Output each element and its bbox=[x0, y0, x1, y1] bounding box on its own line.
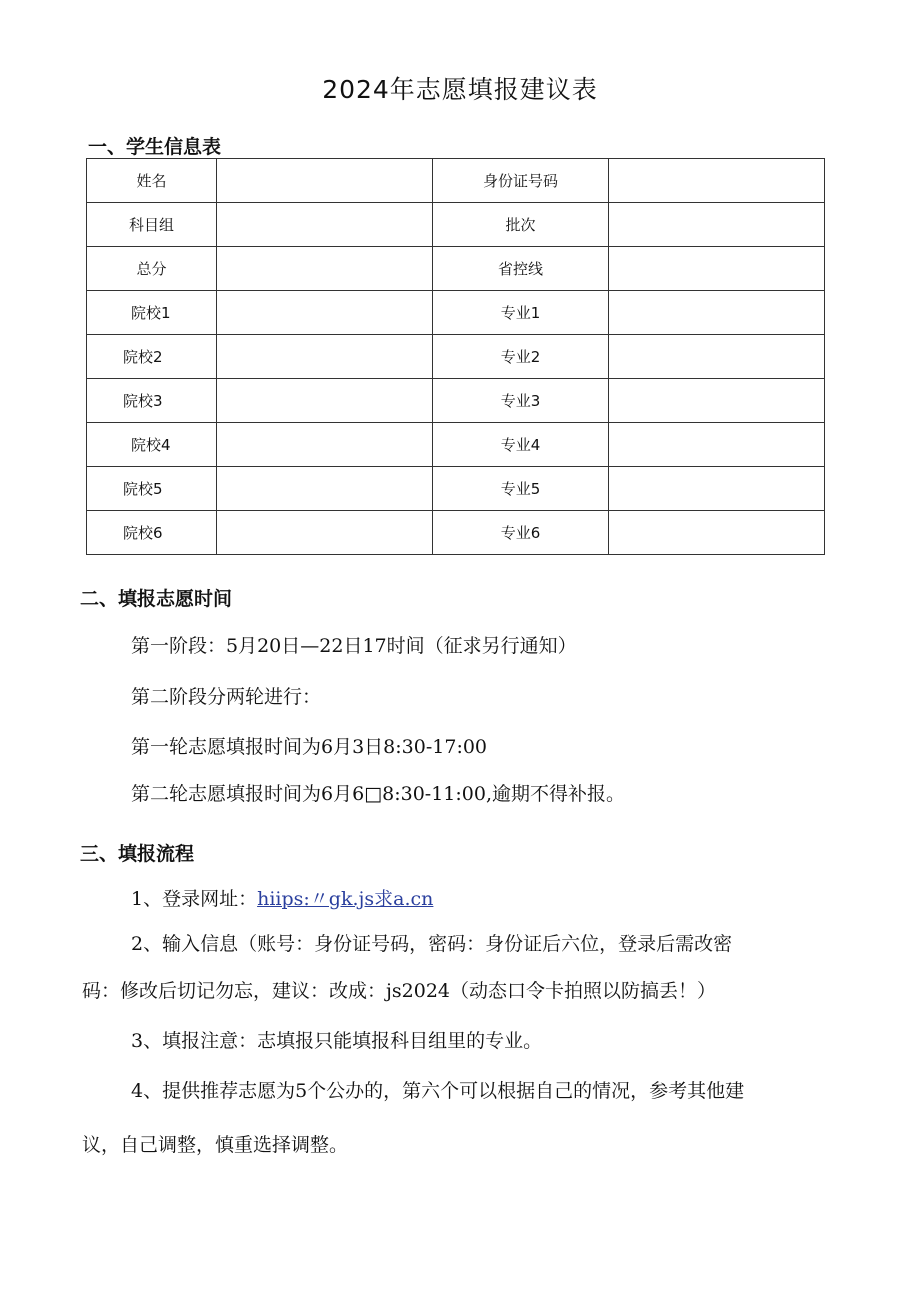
process-step-2-line-2: 码：修改后切记勿忘，建议：改成：js2024（动态口令卡拍照以防搞丢！） bbox=[82, 980, 716, 1002]
table-row bbox=[87, 511, 825, 555]
table-row bbox=[87, 379, 825, 423]
label-school-6: 院校6 bbox=[87, 511, 217, 555]
label-major-6: 专业6 bbox=[433, 511, 609, 555]
process-step-4-line-1: 4、提供推荐志愿为5个公办的，第六个可以根据自己的情况，参考其他建 bbox=[131, 1080, 745, 1102]
major-6-cell[interactable] bbox=[609, 511, 825, 555]
label-major-2: 专业2 bbox=[433, 335, 609, 379]
table-row bbox=[87, 247, 825, 291]
label-school-4: 院校4 bbox=[87, 423, 217, 467]
school-6-cell[interactable] bbox=[217, 511, 433, 555]
name-cell[interactable] bbox=[217, 159, 433, 203]
school-3-cell[interactable] bbox=[217, 379, 433, 423]
major-4-cell[interactable] bbox=[609, 423, 825, 467]
table-row bbox=[87, 291, 825, 335]
table-row bbox=[87, 335, 825, 379]
schedule-line-2: 第二阶段分两轮进行： bbox=[131, 686, 322, 708]
major-2-cell[interactable] bbox=[609, 335, 825, 379]
process-step-1 bbox=[131, 884, 433, 911]
step-1-prefix: 1、登录网址： bbox=[131, 888, 258, 910]
school-4-cell[interactable] bbox=[217, 423, 433, 467]
label-school-1: 院校1 bbox=[87, 291, 217, 335]
school-1-cell[interactable] bbox=[217, 291, 433, 335]
label-major-1: 专业1 bbox=[433, 291, 609, 335]
school-5-cell[interactable] bbox=[217, 467, 433, 511]
schedule-line-1: 第一阶段：5月20日—22日17时间（征求另行通知） bbox=[131, 635, 577, 657]
process-step-3: 3、填报注意：志填报只能填报科目组里的专业。 bbox=[131, 1030, 543, 1052]
label-subject-group: 科目组 bbox=[87, 203, 217, 247]
major-1-cell[interactable] bbox=[609, 291, 825, 335]
label-major-3: 专业3 bbox=[433, 379, 609, 423]
process-step-2-line-1: 2、输入信息（账号：身份证号码，密码：身份证后六位，登录后需改密 bbox=[131, 933, 733, 955]
label-school-2: 院校2 bbox=[87, 335, 217, 379]
label-total-score: 总分 bbox=[87, 247, 217, 291]
label-school-3: 院校3 bbox=[87, 379, 217, 423]
subject-group-cell[interactable] bbox=[217, 203, 433, 247]
section-heading-student-info: 一、学生信息表 bbox=[88, 136, 222, 158]
page-title: 2024年志愿填报建议表 bbox=[322, 75, 598, 104]
label-batch: 批次 bbox=[433, 203, 609, 247]
table-row bbox=[87, 203, 825, 247]
label-control-line: 省控线 bbox=[433, 247, 609, 291]
major-5-cell[interactable] bbox=[609, 467, 825, 511]
total-score-cell[interactable] bbox=[217, 247, 433, 291]
table-row bbox=[87, 159, 825, 203]
label-major-5: 专业5 bbox=[433, 467, 609, 511]
table-row bbox=[87, 467, 825, 511]
schedule-line-3: 第一轮志愿填报时间为6月3日8:30-17:00 bbox=[131, 736, 488, 758]
process-step-4-line-2: 议，自己调整，慎重选择调整。 bbox=[82, 1134, 349, 1156]
label-id-number: 身份证号码 bbox=[433, 159, 609, 203]
batch-cell[interactable] bbox=[609, 203, 825, 247]
control-line-cell[interactable] bbox=[609, 247, 825, 291]
table-row bbox=[87, 423, 825, 467]
section-heading-process: 三、填报流程 bbox=[80, 843, 195, 865]
section-heading-schedule: 二、填报志愿时间 bbox=[80, 588, 233, 610]
label-major-4: 专业4 bbox=[433, 423, 609, 467]
label-name: 姓名 bbox=[87, 159, 217, 203]
student-info-table bbox=[86, 158, 825, 555]
label-school-5: 院校5 bbox=[87, 467, 217, 511]
login-url-link[interactable]: hiips:〃gk.js求a.cn bbox=[257, 888, 434, 910]
id-number-cell[interactable] bbox=[609, 159, 825, 203]
major-3-cell[interactable] bbox=[609, 379, 825, 423]
school-2-cell[interactable] bbox=[217, 335, 433, 379]
schedule-line-4: 第二轮志愿填报时间为6月6□8:30-11:00,逾期不得补报。 bbox=[131, 783, 626, 805]
